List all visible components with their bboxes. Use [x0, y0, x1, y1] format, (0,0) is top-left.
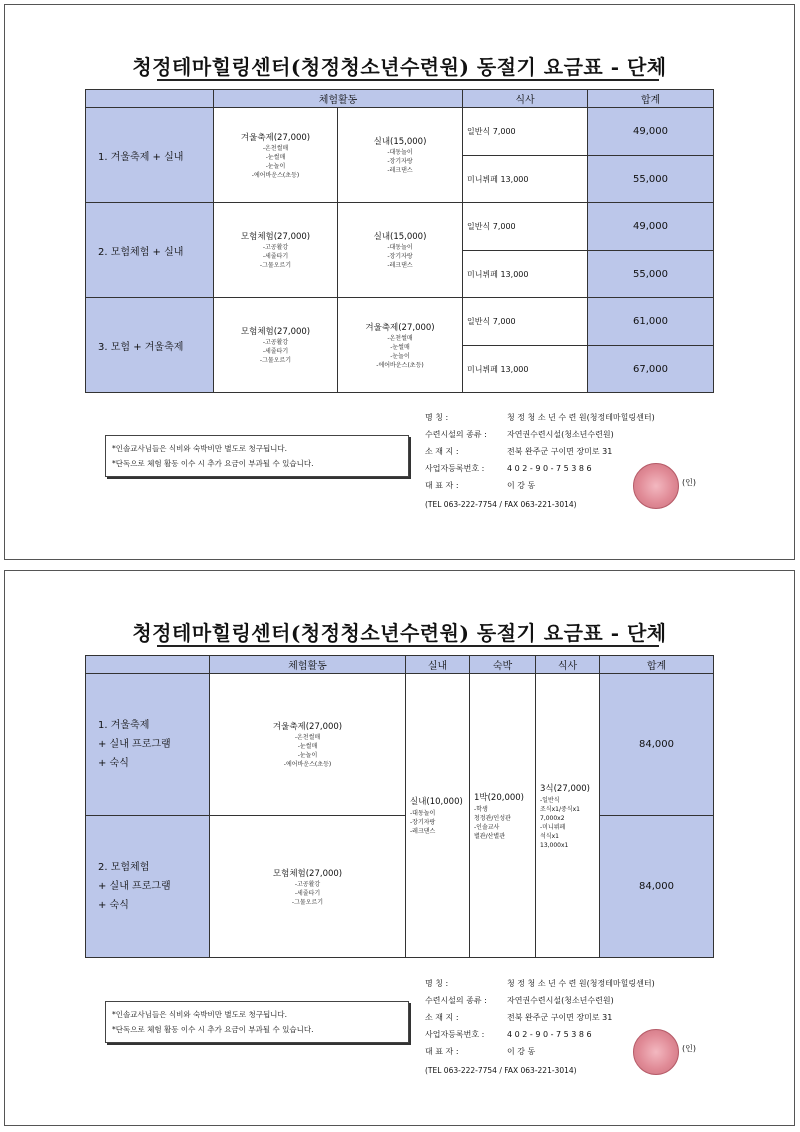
activity-item: -고공활강	[294, 880, 321, 888]
info-value-type: 자연권수련시설(청소년수련원)	[507, 430, 614, 439]
info-key-rep: 대 표 자 :	[425, 481, 459, 490]
meal-general: 일반식 7,000	[463, 203, 588, 251]
official-seal-icon	[633, 1029, 679, 1075]
header-lodging: 숙박	[470, 656, 536, 674]
lodging-item: 청정관/인성관	[474, 814, 511, 822]
package-total: 84,000	[600, 816, 714, 958]
activity-item: -에어바운스(초등)	[283, 761, 332, 768]
info-value-address: 전북 완주군 구이면 장미로 31	[507, 1013, 613, 1022]
activity-title: 모험체험(27,000)	[272, 868, 343, 879]
header-meal: 식사	[463, 90, 588, 108]
facility-info	[425, 975, 725, 1079]
package-label: 3. 모험 + 겨울축제	[86, 298, 214, 393]
total-general: 49,000	[588, 203, 714, 251]
activity-cell	[214, 298, 338, 393]
activity-item: -그물오르기	[291, 898, 324, 906]
activity-item: -고공활강	[262, 339, 289, 346]
info-key-type: 수련시설의 종류 :	[425, 996, 487, 1005]
activity-item: -눈썰매	[297, 743, 318, 750]
activity-item: -눈썰매	[265, 153, 286, 161]
page-title: 청정테마힐링센터(청정청소년수련원) 동절기 요금표 - 단체	[132, 621, 667, 645]
notes-box	[105, 1001, 409, 1043]
activity-title: 실내(15,000)	[373, 232, 427, 242]
title-underline	[157, 645, 659, 647]
header-activity: 체험활동	[214, 90, 463, 108]
total-buffet: 55,000	[588, 156, 714, 203]
activity-item: -온천썰매	[262, 144, 289, 152]
activity-item: -그물오르기	[259, 262, 292, 269]
info-value-rep: 이 강 동	[507, 1047, 536, 1056]
info-key-address: 소 재 지 :	[425, 447, 459, 456]
activity-title: 겨울축제(27,000)	[365, 322, 435, 333]
lodging-item: 별관/산별관	[474, 832, 506, 840]
meal-item: 13,000x1	[540, 841, 569, 849]
meal-buffet: 미니뷔페 13,000	[463, 251, 588, 298]
total-general: 61,000	[588, 298, 714, 346]
note-line: *단독으로 체험 활동 이수 시 추가 요금이 부과될 수 있습니다.	[112, 459, 314, 468]
info-value-type: 자연권수련시설(청소년수련원)	[507, 996, 614, 1005]
seal-label: (인)	[682, 1044, 696, 1053]
activity-item: -눈썰매	[390, 343, 410, 351]
activity-item: -눈놀이	[265, 162, 286, 170]
activity-item: -세줄타기	[262, 348, 289, 355]
package-label-line: + 숙식	[98, 900, 129, 911]
activity-item: -대동놀이	[387, 149, 413, 156]
meal-item: 석식x1	[540, 832, 559, 840]
package-label-line: + 숙식	[98, 758, 129, 769]
info-key-rep: 대 표 자 :	[425, 1047, 459, 1056]
lodging-item: -인솔교사	[474, 823, 500, 831]
activity-cell	[210, 816, 406, 958]
header-total: 합계	[600, 656, 714, 674]
info-key-address: 소 재 지 :	[425, 1013, 459, 1022]
indoor-cell	[406, 674, 470, 958]
note-line: *인솔교사님들은 식비와 숙박비만 별도로 청구됩니다.	[112, 1010, 288, 1019]
seal-label: (인)	[682, 478, 696, 487]
package-label: 2. 모험체험 + 실내	[86, 203, 214, 298]
activity-item: -눈놀이	[297, 752, 318, 759]
activity-item: -에어바운스(초등)	[376, 361, 424, 369]
package-label-line: + 실내 프로그램	[98, 881, 171, 892]
activity-item: -장기자랑	[387, 253, 413, 260]
activity-item: -눈놀이	[390, 352, 410, 360]
title-underline	[157, 79, 659, 81]
activity-item: -대동놀이	[387, 244, 413, 251]
package-label-line: 1. 겨울축제	[98, 720, 150, 731]
package-label-line: + 실내 프로그램	[98, 739, 171, 750]
activity-item: -세줄타기	[262, 253, 289, 260]
activity-cell	[338, 203, 463, 298]
info-value-address: 전북 완주군 구이면 장미로 31	[507, 447, 613, 456]
activity-item: -장기자랑	[387, 158, 413, 165]
header-meal: 식사	[536, 656, 600, 674]
info-key-biz: 사업자등록번호 :	[425, 464, 485, 473]
contact-numbers: (TEL 063-222-7754 / FAX 063-221-3014)	[425, 1066, 577, 1075]
fee-table-2	[85, 655, 714, 958]
activity-cell	[338, 298, 463, 393]
header-indoor: 실내	[406, 656, 470, 674]
activity-item: -에어바운스(초등)	[251, 171, 300, 179]
fee-page-2	[4, 570, 795, 1126]
meal-item: -미니뷔페	[540, 823, 566, 831]
package-total: 84,000	[600, 674, 714, 816]
info-value-name: 청 정 청 소 년 수 련 원(청정테마힐링센터)	[507, 413, 655, 422]
indoor-item: -장기자랑	[410, 819, 436, 826]
package-label-line: 2. 모험체험	[98, 862, 150, 873]
fee-table-1	[85, 89, 714, 393]
info-key-name: 명 칭 :	[425, 413, 449, 422]
info-value-name: 청 정 청 소 년 수 련 원(청정테마힐링센터)	[507, 979, 655, 988]
facility-info	[425, 409, 725, 513]
note-line: *단독으로 체험 활동 이수 시 추가 요금이 부과될 수 있습니다.	[112, 1025, 314, 1034]
notes-box	[105, 435, 409, 477]
activity-title: 겨울축제(27,000)	[240, 132, 311, 143]
activity-cell	[338, 108, 463, 203]
total-buffet: 55,000	[588, 251, 714, 298]
activity-item: -온천썰매	[294, 734, 321, 741]
package-label	[86, 816, 210, 958]
info-value-biz: 4 0 2 - 9 0 - 7 5 3 8 6	[507, 1030, 592, 1039]
header-empty	[86, 656, 210, 674]
activity-title: 실내(15,000)	[373, 137, 427, 147]
info-key-type: 수련시설의 종류 :	[425, 430, 487, 439]
lodging-title: 1박(20,000)	[474, 792, 524, 803]
activity-item: -고공활강	[262, 244, 289, 251]
activity-title: 모험체험(27,000)	[240, 327, 311, 337]
meal-item: 7,000x2	[540, 814, 565, 822]
activity-cell	[210, 674, 406, 816]
info-value-biz: 4 0 2 - 9 0 - 7 5 3 8 6	[507, 464, 592, 473]
meal-buffet: 미니뷔페 13,000	[463, 156, 588, 203]
activity-item: -레크댄스	[387, 167, 413, 174]
indoor-item: -레크댄스	[410, 828, 436, 835]
header-activity: 체험활동	[210, 656, 406, 674]
page-title: 청정테마힐링센터(청정청소년수련원) 동절기 요금표 - 단체	[132, 55, 667, 79]
activity-item: -온천썰매	[387, 334, 413, 342]
activity-cell	[214, 203, 338, 298]
activity-item: -레크댄스	[387, 262, 413, 269]
info-value-rep: 이 강 동	[507, 481, 536, 490]
meal-cell	[536, 674, 600, 958]
header-total: 합계	[588, 90, 714, 108]
activity-cell	[214, 108, 338, 203]
indoor-title: 실내(10,000)	[410, 797, 463, 807]
meal-general: 일반식 7,000	[463, 108, 588, 156]
meal-title: 3식(27,000)	[540, 783, 590, 794]
lodging-item: -학생	[474, 805, 488, 813]
contact-numbers: (TEL 063-222-7754 / FAX 063-221-3014)	[425, 500, 577, 509]
info-key-biz: 사업자등록번호 :	[425, 1030, 485, 1039]
meal-item: -일반식	[540, 796, 560, 804]
total-general: 49,000	[588, 108, 714, 156]
meal-item: 조식x1/중식x1	[540, 805, 580, 813]
package-label	[86, 674, 210, 816]
package-label: 1. 겨울축제 + 실내	[86, 108, 214, 203]
activity-title: 겨울축제(27,000)	[272, 722, 343, 732]
meal-general: 일반식 7,000	[463, 298, 588, 346]
lodging-cell	[470, 674, 536, 958]
activity-title: 모험체험(27,000)	[240, 232, 311, 242]
activity-item: -그물오르기	[259, 357, 292, 364]
header-empty	[86, 90, 214, 108]
total-buffet: 67,000	[588, 346, 714, 393]
meal-buffet: 미니뷔페 13,000	[463, 346, 588, 393]
indoor-item: -대동놀이	[410, 810, 436, 817]
activity-item: -세줄타기	[294, 889, 321, 897]
official-seal-icon	[633, 463, 679, 509]
info-key-name: 명 칭 :	[425, 979, 449, 988]
fee-page-1	[4, 4, 795, 560]
note-line: *인솔교사님들은 식비와 숙박비만 별도로 청구됩니다.	[112, 444, 288, 453]
